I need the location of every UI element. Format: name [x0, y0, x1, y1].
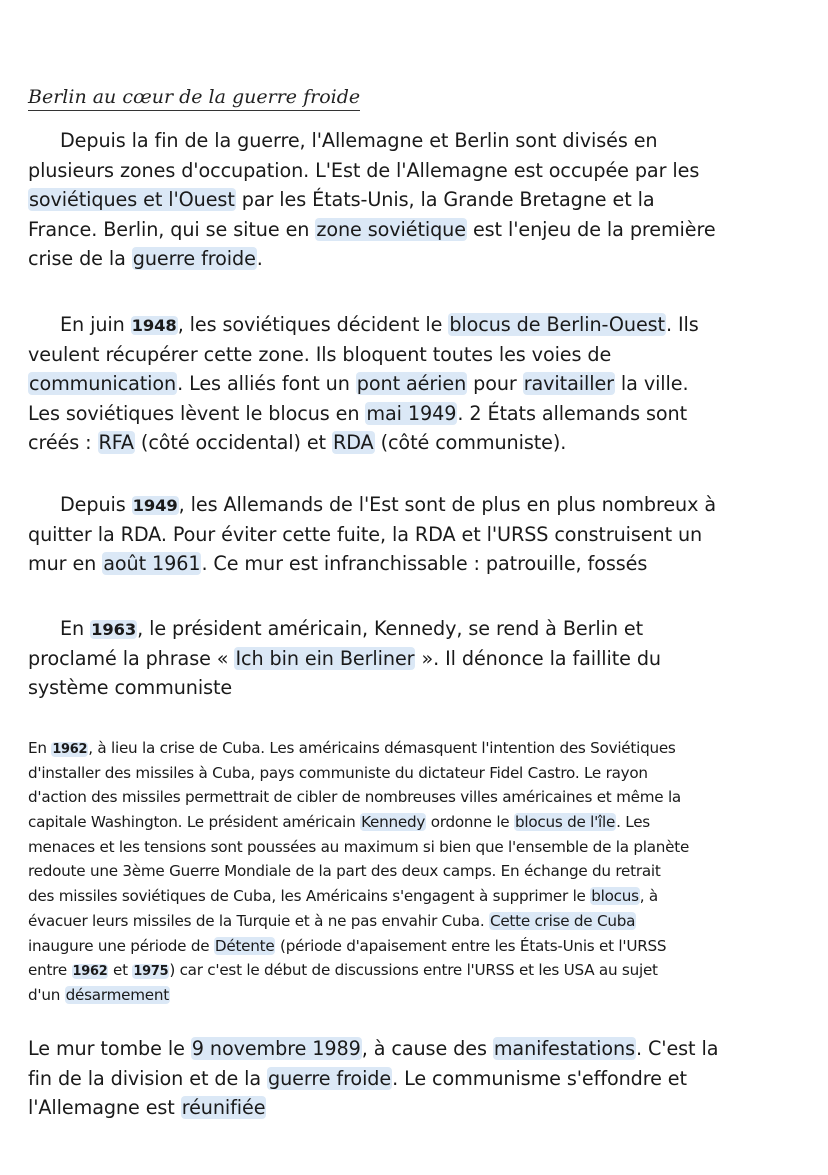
text-line: proclamé la phrase « Ich bin ein Berliner ». Il dénonce la faillite du [28, 646, 661, 670]
text-line: l'Allemagne est réunifiée [28, 1096, 266, 1119]
page-title: Berlin au cœur de la guerre froide [28, 86, 360, 111]
text-line: d'installer des missiles à Cuba, pays communiste du dictateur Fidel Castro. Le rayon [28, 763, 648, 782]
text-line: capitale Washington. Le président américain Kennedy ordonne le blocus de l'île. Les [28, 813, 650, 832]
paragraph-blocus [28, 310, 818, 458]
text-line: En juin 1948, les soviétiques décident le blocus de Berlin-Ouest. Ils [60, 313, 699, 336]
text-line: créés : RFA (côté occidental) et RDA (côté communiste). [28, 431, 567, 454]
text-line: communication. Les alliés font un pont aérien pour ravitailler la ville. [29, 372, 689, 395]
text-line: Les soviétiques lèvent le blocus en mai 1949. 2 États allemands sont [28, 401, 688, 425]
text-line: d'un désarmement [28, 985, 169, 1004]
text-line: France. Berlin, qui se situe en zone soviétique est l'enjeu de la première [28, 217, 716, 241]
text-line: entre 1962 et 1975) car c'est le début de discussions entre l'URSS et les USA au sujet [28, 961, 658, 980]
text-line: En 1962, à lieu la crise de Cuba. Les américains démasquent l'intention des Soviétiques [28, 739, 676, 757]
paragraph-mur [28, 490, 818, 579]
text-line: veulent récupérer cette zone. Ils bloquent toutes les voies de [28, 342, 612, 366]
text-line: redoute une 3ème Guerre Mondiale de la part des deux camps. En échange du retrait [28, 862, 661, 881]
text-line: des missiles soviétiques de Cuba, les Américains s'engagent à supprimer le blocus, à [28, 887, 658, 906]
text-line: système communiste [28, 676, 233, 699]
text-line: quitter la RDA. Pour éviter cette fuite, la RDA et l'URSS construisent un [28, 522, 703, 546]
text-line: plusieurs zones d'occupation. L'Est de l'Allemagne est occupée par les [28, 158, 700, 182]
text-line: d'action des missiles permettrait de cibler de nombreuses villes américaines et même la [28, 788, 681, 807]
text-line: inaugure une période de Détente (période d'apaisement entre les États-Unis et l'URSS [28, 936, 667, 955]
text-line: crise de la guerre froide. [28, 247, 263, 270]
text-line: Depuis la fin de la guerre, l'Allemagne et Berlin sont divisés en [60, 129, 658, 152]
text-line: Depuis 1949, les Allemands de l'Est sont de plus en plus nombreux à [60, 493, 717, 516]
text-line: Le mur tombe le 9 novembre 1989, à cause des manifestations. C'est la [28, 1037, 719, 1060]
text-line: menaces et les tensions sont poussées au maximum si bien que l'ensemble de la planète [28, 837, 690, 856]
text-line: fin de la division et de la guerre froide. Le communisme s'effondre et [28, 1066, 687, 1090]
paragraph-cuba [28, 736, 818, 1008]
text-line: En 1963, le président américain, Kennedy, se rend à Berlin et [60, 617, 644, 640]
paragraph-division [28, 126, 818, 274]
paragraph-kennedy [28, 614, 818, 703]
text-line: soviétiques et l'Ouest par les États-Unis, la Grande Bretagne et la [29, 188, 655, 211]
paragraph-chute-du-mur [28, 1034, 818, 1123]
text-line: mur en août 1961. Ce mur est infranchissable : patrouille, fossés [28, 552, 648, 575]
text-line: évacuer leurs missiles de la Turquie et à ne pas envahir Cuba. Cette crise de Cuba [28, 911, 636, 930]
